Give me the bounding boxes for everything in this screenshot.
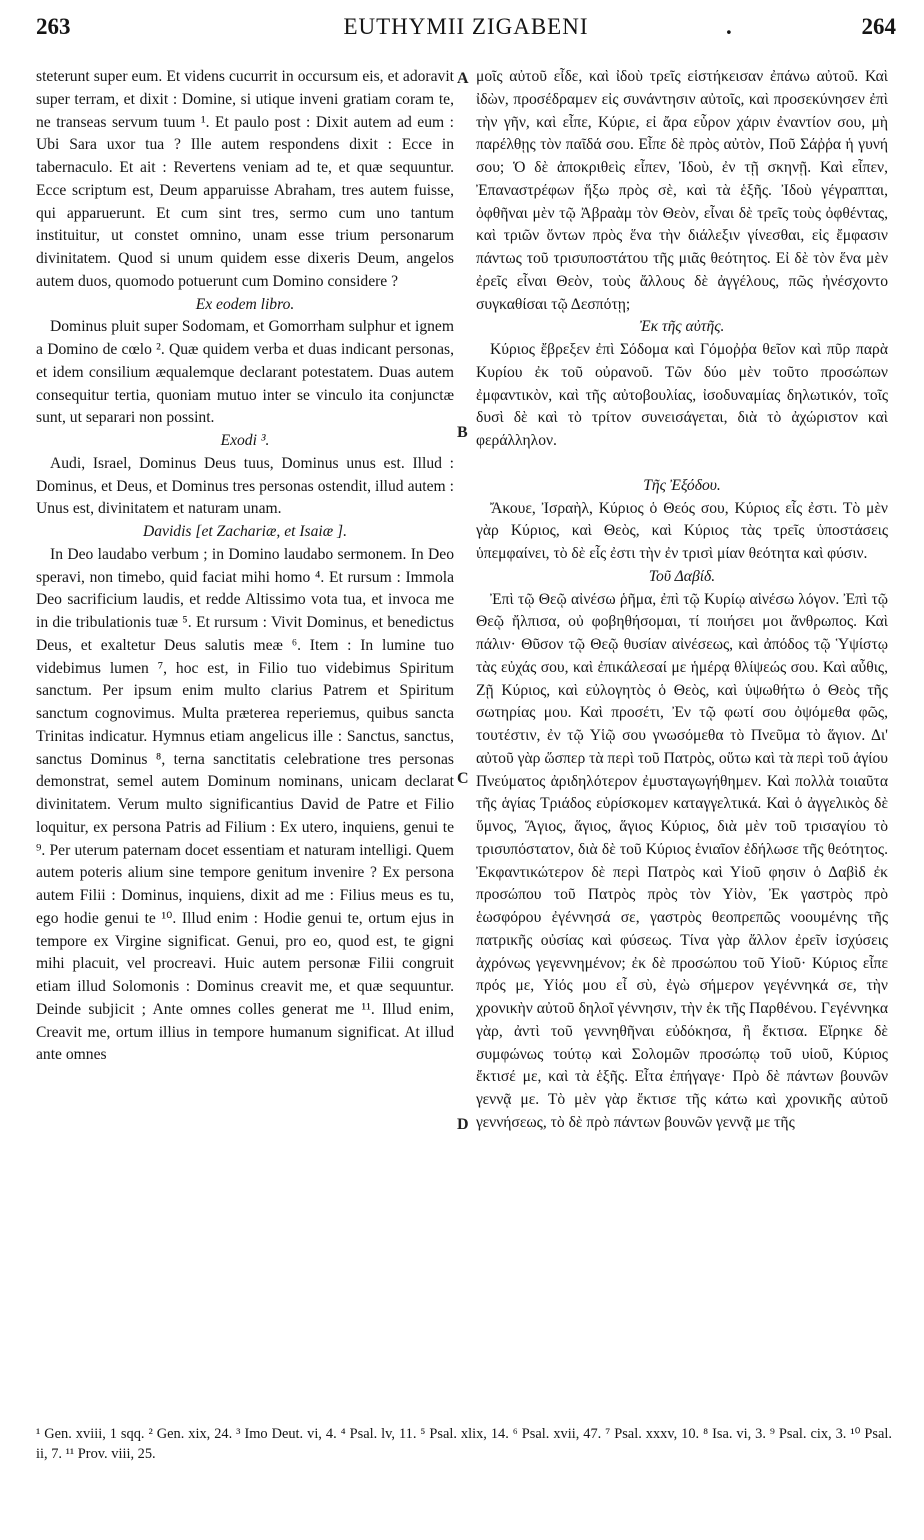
latin-heading-exodi: Exodi ³. [220, 432, 270, 449]
latin-paragraph-3: Audi, Israel, Dominus Deus tuus, Dominus unus est. Illud : Dominus, et Deus, et Dominus tres personas ostendit, illud autem : Unus est, divinitatem et naturam unam. [36, 454, 454, 518]
running-header [36, 14, 896, 50]
greek-column [476, 66, 888, 1135]
section-spacer [476, 453, 888, 475]
latin-paragraph-1: steterunt super eum. Et videns cucurrit in occursum eis, et adoravit super terram, et dixit : Domine, si utique inveni gratiam coram te, ne transeas servum tuum ¹. Et paulo post : Dixit autem ad eum : Ubi Sara uxor tua ? Ille autem respondens dixit : Ecce in tabernaculo. Et ait : Revertens veniam ad te, et quæ sequuntur. Ecce scriptum est, Deum apparuisse Abraham, tres autem fuisse, qui apparuerunt. Et cum sint tres, sermo cum uno tantum instituitur, ut constet omnino, unam esse trium personarum divinitatem. Quod si unum quidem esse dixeris Deum, angelos autem duos, quomodo potuerunt cum Domino considere ? [36, 68, 454, 290]
greek-paragraph-3: Ἄκουε, Ἰσραὴλ, Κύριος ὁ Θεός σου, Κύριος εἷς ἐστι. Τὸ μὲν γὰρ Κύριος, καὶ Θεὸς, καὶ Κύριος τὰς τρεῖς ὑποστάσεις ὑπεμφαίνει, τὸ δὲ εἷς ἐστι τὴν ἐν τρισὶ μίαν θεότητα καὶ φύσιν. [476, 499, 888, 562]
margin-marker-c: C [457, 770, 469, 787]
greek-heading-dabid: Τοῦ Δαβίδ. [648, 567, 716, 585]
greek-heading-ek-tes-autes: Ἐκ τῆς αὐτῆς. [639, 318, 725, 336]
greek-heading-exodou: Τῆς Ἐξόδου. [643, 476, 721, 494]
running-title: EUTHYMII ZIGABENI [343, 14, 589, 39]
page-number-right: 264 [861, 14, 896, 39]
greek-paragraph-4: Ἐπὶ τῷ Θεῷ αἰνέσω ῥῆμα, ἐπὶ τῷ Κυρίῳ αἰνέσω λόγον. Ἐπὶ τῷ Θεῷ ἤλπισα, οὐ φοβηθήσομαι, τί ποιήσει μοι ἄνθρωπος. Καὶ πάλιν· Θῦσον τῷ Θεῷ θυσίαν αἰνέσεως, καὶ ἀπόδος τῷ Ὑψίστῳ τὰς εὐχάς σου, καὶ ἐπικάλεσαί με ἡμέρᾳ θλίψεώς σου. Καὶ αὖθις, Ζῇ Κύριος, καὶ εὐλογητὸς ὁ Θεὸς, καὶ ὑψωθήτω ὁ Θεὸς τῆς σωτηρίας μου. Καὶ προσέτι, Ἐν τῷ φωτί σου ὀψόμεθα φῶς, τουτέστιν, ἐν τῷ Υἱῷ σου γνωσόμεθα τὸ Πνεῦμα τὸ ἅγιον. Δι' αὐτοῦ γὰρ ὥσπερ τὰ περὶ τοῦ Πατρὸς, οὕτω καὶ τὰ περὶ τοῦ ἁγίου Πνεύματος ἀριδηλότερον ἐμυσταγωγήθημεν. Καὶ πολλὰ τοιαῦτα τῆς ἁγίας Τριάδος εὑρίσκομεν καταγγελτικά. Καὶ ὁ ἀγγελικὸς δὲ ὕμνος, Ἅγιος, ἅγιος, ἅγιος Κύριος, διὰ μὲν τοῦ τρισαγίου τὸ τρισυπόστατον, διὰ δὲ τοῦ Κύριος ἑνιαῖον ἐδήλωσε τῆς θεότητος. Ἐκφαντικώτερον δὲ περὶ Πατρὸς καὶ Υἱοῦ φησιν ὁ Δαβὶδ ἐκ προσώπου τοῦ Πατρὸς πρὸς τὸν Υἱὸν, Ἐκ γαστρὸς πρὸ ἑωσφόρου ἐγέννησά σε, γαστρὸς θεοπρεπῶς νοουμένης τῆς πατρικῆς οὐσίας καὶ φύσεως. Τίνα γὰρ ἄλλον ἐρεῖν ἰσχύσεις ἀχρόνως γεγεννημένον; ἐκ δὲ προσώπου τοῦ Υἱοῦ· Κύριος εἶπε πρός με, Υἱός μου εἶ σὺ, ἐγὼ σήμερον γεγέννηκά σε, τὴν χρονικὴν αὐτοῦ δηλοῖ γέννησιν, τὴν ἐκ τῆς Παρθένου. Γεγέννηκα γὰρ, ἀντὶ τοῦ γεννηθῆναι εὐδόκησα, ἢ ἔκτισα. Εἴρηκε δὲ συμφώνως τούτῳ καὶ Σολομῶν προσώπῳ τοῦ υἱοῦ, Κύριος ἔκτισέ με, καὶ τὰ ἑξῆς. Εἶτα ἐπήγαγε· Πρὸ δὲ πάντων βουνῶν γεννᾷ με. Τὸ μὲν γὰρ ἔκτισε τῆς κάτω καὶ χρονικῆς αὐτοῦ γεννήσεως, τὸ δὲ πρὸ πάντων βουνῶν γεννᾷ με τῆς [476, 590, 888, 1131]
greek-paragraph-1: μοῖς αὐτοῦ εἶδε, καὶ ἰδοὺ τρεῖς εἱστήκεισαν ἐπάνω αὐτοῦ. Καὶ ἰδὼν, προσέδραμεν εἰς συνάντησιν αὐτοῖς, καὶ προσεκύνησεν ἐπὶ τὴν γῆν, καὶ εἶπε, Κύριε, εἰ ἄρα εὗρον χάριν ἐναντίον σου, μὴ παρέλθῃς τὸν παῖδά σου. Εἶπε δὲ πρὸς αὐτὸν, Ποῦ Σάῤῥα ἡ γυνή σου; Ὁ δὲ ἀποκριθεὶς εἶπεν, Ἰδοὺ, ἐν τῇ σκηνῇ. Καὶ εἶπεν, Ἐπαναστρέφων ἥξω πρὸς σὲ, καὶ τὰ ἑξῆς. Ἰδοὺ γέγραπται, ὀφθῆναι μὲν τῷ Ἀβραὰμ τὸν Θεὸν, εἶναι δὲ τρεῖς τοὺς ὀφθέντας, καὶ τριῶν ὄντων πρὸς ἕνα τὴν διάλεξιν γίνεσθαι, εἰς ἔμφασιν πάντως τοῦ τρισυποστάτου τῆς μιᾶς θεότητος. Εἰ δὲ τὸν ἕνα μὲν ἐρεῖς εἶναι Θεὸν, τοὺς ἄλλους δὲ ἀγγέλους, πῶς ἠνέσχοντο συγκαθίσαι τῷ Δεσπότῃ; [476, 68, 888, 313]
margin-marker-a: A [457, 70, 469, 87]
greek-paragraph-2: Κύριος ἔβρεξεν ἐπὶ Σόδομα καὶ Γόμοῤῥα θεῖον καὶ πῦρ παρὰ Κυρίου ἐκ τοῦ οὐρανοῦ. Τῶν δύο μὲν τοῦτο προσώπων ἐμφαντικὸν, καὶ τῆς αὐτοβουλίας, ἰσοδυναμίας δηλωτικόν, τοῖς δυσὶ δὲ καὶ τὸ τρίτον συνεισάγεται, διὰ τὸ ἀχώριστον καὶ φεράλληλον. [476, 341, 888, 449]
header-dot: . [726, 14, 732, 39]
latin-paragraph-4: In Deo laudabo verbum ; in Domino laudabo sermonem. In Deo speravi, non timebo, quid faciat mihi homo ⁴. Et rursum : Immola Deo sacrificium laudis, et redde Altissimo vota tua, et invoca me in die tribulationis tuæ ⁵. Et rursum : Vivit Dominus, et benedictus Deus, et exaltetur Deus salutis meæ ⁶. Item : In lumine tuo videbimus lumen ⁷, hoc est, in Filio tuo videbimus Spiritum sanctum. Per ipsum enim multo clarius Patrem et Spiritum sanctum cognovimus. Multa præterea reperiemus, quibus sancta Trinitas indicatur. Hymnus etiam angelicus ille : Sanctus, sanctus, sanctus Dominus ⁸, terna sanctitatis celebratione tres personas demonstrat, semel autem Dominum nominans, unicam declarat divinitatem. Verum multo significantius David de Patre et Filio loquitur, ex persona Patris ad Filium : Ex utero, inquiens, genui te ⁹. Per uterum paternam docet essentiam et naturam intelligi. Quem autem poteris alium sine tempore genitum invenire ? Ex persona autem Filii : Dominus, inquiens, dixit ad me : Filius meus es tu, ego hodie genui te ¹⁰. Illud enim : Hodie genui te, ortum ejus in tempore ex Virgine significat. Genui, pro eo, quod est, te gigni mihi placuit, vel procreavi. Huic autem personæ Filii congruit etiam illud Solomonis : Dominus creavit me, et quæ sequuntur. Deinde subjicit ; Ante omnes colles generat me ¹¹. Illud enim, Creavit me, ortum illius in tempore humanum significat. At illud ante omnes [36, 545, 454, 1064]
latin-heading-davidis: Davidis [et Zachariæ, et Isaiæ ]. [142, 523, 348, 540]
page-number-left: 263 [36, 14, 71, 39]
latin-paragraph-2: Dominus pluit super Sodomam, et Gomorrham sulphur et ignem a Domino de cœlo ². Quæ quidem verba et duas indicant personas, et idem consilium æqualemque declarant potestatem. Duas autem consequitur tertia, quoniam mutuo inter se vinculo ita conjunctæ sunt, ut separari non possint. [36, 318, 454, 427]
latin-column [36, 66, 454, 1067]
latin-heading-ex-eodem-libro: Ex eodem libro. [195, 295, 295, 313]
footnotes: ¹ Gen. xviii, 1 sqq. ² Gen. xix, 24. ³ Imo Deut. vi, 4. ⁴ Psal. lv, 11. ⁵ Psal. xlix, 14. ⁶ Psal. xvii, 47. ⁷ Psal. xxxv, 10. ⁸ Isa. vi, 3. ⁹ Psal. cix, 3. ¹⁰ Psal. ii, 7. ¹¹ Prov. viii, 25. [36, 1426, 892, 1462]
margin-marker-b: B [457, 424, 468, 441]
margin-marker-d: D [457, 1116, 469, 1133]
